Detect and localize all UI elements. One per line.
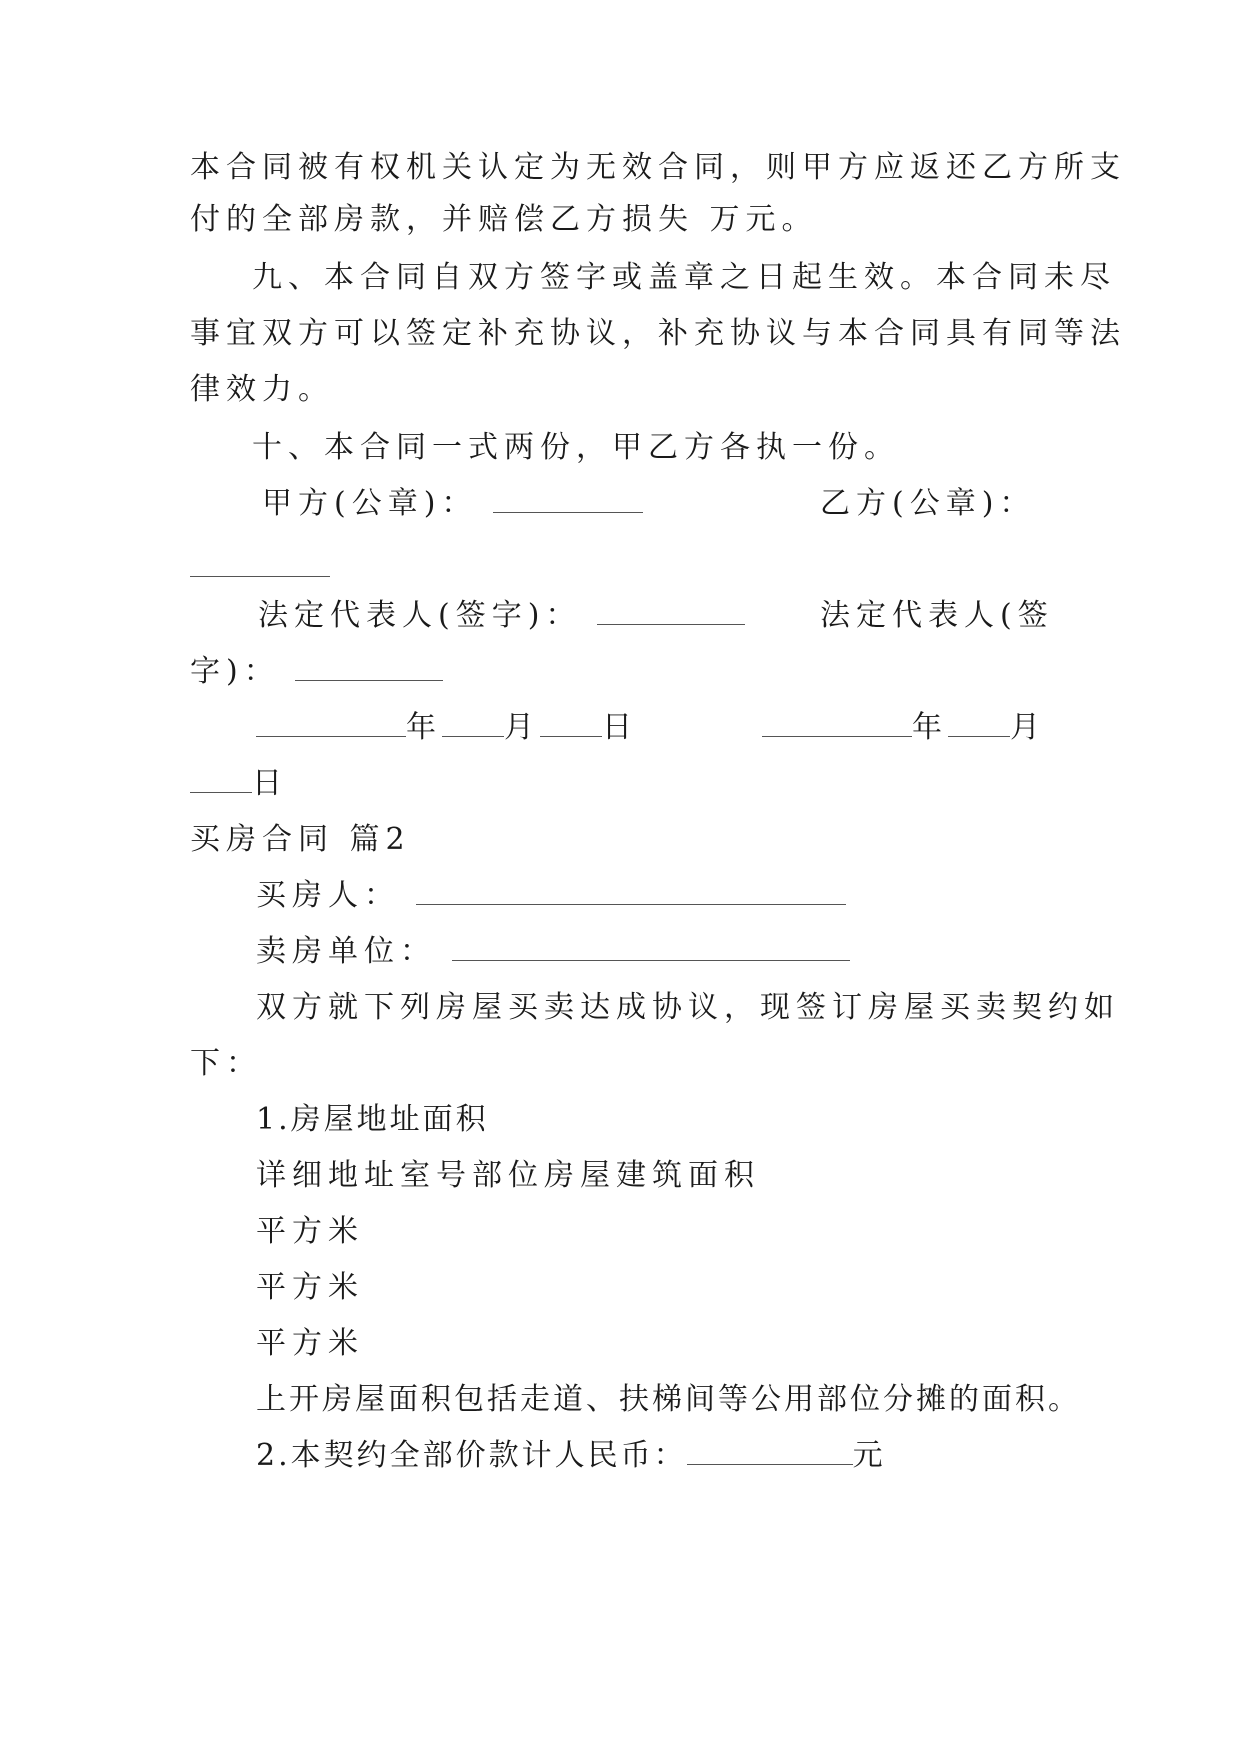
date-b-month-blank[interactable] (948, 714, 1010, 737)
area-row-3: 平方米 (256, 1326, 364, 1361)
date-a (256, 708, 638, 748)
date-b-year-blank[interactable] (762, 714, 912, 737)
item2-price-blank[interactable] (687, 1442, 853, 1465)
item2-price-label: 2.本契约全部价款计人民币： (256, 1438, 687, 1473)
party-a-seal-label: 甲方(公章)： (262, 486, 478, 521)
legal-rep-a-label: 法定代表人(签字)： (258, 598, 582, 633)
buyer-blank[interactable] (416, 882, 846, 905)
legal-rep-b-blank[interactable] (295, 658, 443, 681)
seller-label: 卖房单位： (256, 934, 436, 969)
legal-rep-a-blank[interactable] (597, 602, 745, 625)
clause9-line2: 事宜双方可以签定补充协议，补充协议与本合同具有同等法 (190, 316, 1126, 351)
date-b-day-blank[interactable] (190, 770, 252, 793)
date-a-month-blank[interactable] (442, 714, 504, 737)
buyer (256, 876, 846, 916)
legal-rep-b (190, 652, 443, 692)
party-b-seal-label: 乙方(公章)： (820, 486, 1036, 521)
paragraph-invalid-line2: 付的全部房款，并赔偿乙方损失 万元。 (190, 202, 818, 237)
date-b-day-label: 日 (252, 766, 288, 801)
area-row-2: 平方米 (256, 1270, 364, 1305)
seller-blank[interactable] (452, 938, 850, 961)
party-b-seal-blank[interactable] (190, 576, 330, 577)
paragraph-invalid-line1: 本合同被有权机关认定为无效合同，则甲方应返还乙方所支 (190, 150, 1126, 185)
date-a-day-label: 日 (602, 710, 638, 745)
area-note: 上开房屋面积包括走道、扶梯间等公用部位分摊的面积。 (256, 1382, 1081, 1417)
clause10: 十、本合同一式两份，甲乙方各执一份。 (252, 430, 900, 465)
date-a-month-label: 月 (504, 710, 540, 745)
legal-rep-a (258, 596, 745, 636)
clause9-line3: 律效力。 (190, 372, 334, 407)
date-b (762, 708, 1046, 748)
clause9-line1: 九、本合同自双方签字或盖章之日起生效。本合同未尽 (252, 260, 1116, 295)
date-a-year-blank[interactable] (256, 714, 406, 737)
date-a-year-label: 年 (406, 710, 442, 745)
area-row-1: 平方米 (256, 1214, 364, 1249)
legal-rep-b-label-line1: 法定代表人(签 (820, 598, 1054, 633)
party-a-seal-blank[interactable] (493, 490, 643, 513)
date-b-year-label: 年 (912, 710, 948, 745)
intro-line2: 下： (190, 1046, 262, 1081)
item2-price-unit: 元 (852, 1438, 886, 1473)
item1-columns: 详细地址室号部位房屋建筑面积 (256, 1158, 760, 1193)
date-b-day (190, 764, 288, 804)
intro-line1: 双方就下列房屋买卖达成协议，现签订房屋买卖契约如 (256, 990, 1120, 1025)
item1-heading: 1.房屋地址面积 (256, 1102, 489, 1137)
date-b-month-label: 月 (1010, 710, 1046, 745)
party-a-seal (262, 484, 643, 524)
date-a-day-blank[interactable] (540, 714, 602, 737)
section2-title: 买房合同 篇2 (190, 822, 411, 857)
seller (256, 932, 850, 972)
legal-rep-b-label-line2: 字)： (190, 654, 280, 689)
item2-price (256, 1436, 886, 1476)
buyer-label: 买房人： (256, 878, 400, 913)
